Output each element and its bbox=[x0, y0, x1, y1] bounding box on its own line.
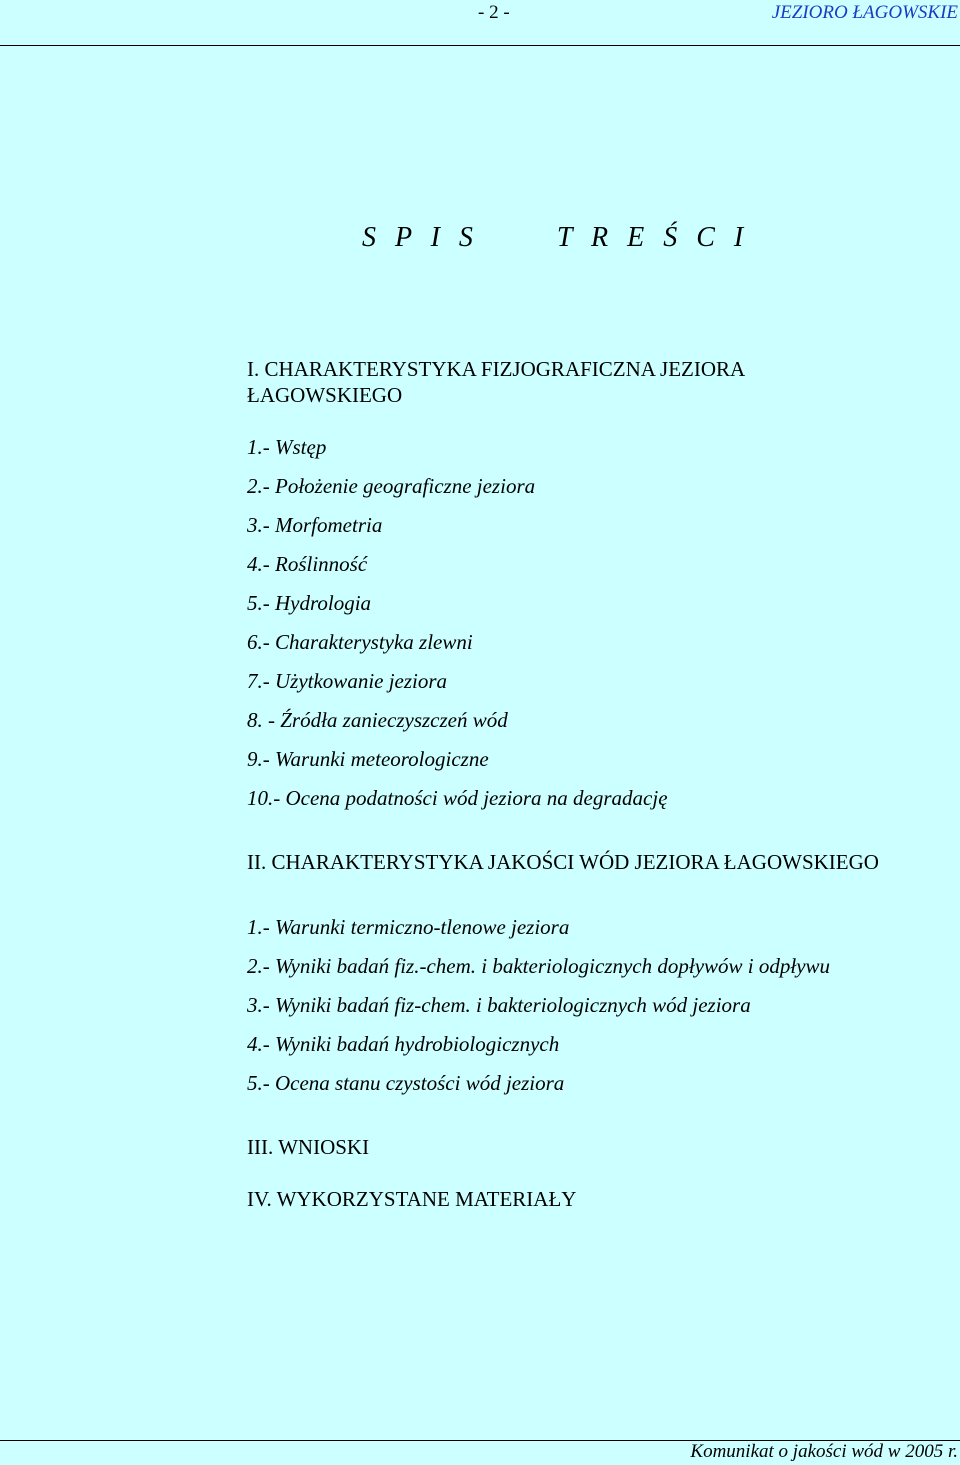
toc-item: 2.- Wyniki badań fiz.-chem. i bakteriologicznych dopływów i odpływu bbox=[247, 954, 831, 978]
toc-item: 5.- Hydrologia bbox=[247, 591, 372, 615]
toc-item: 1.- Wstęp bbox=[247, 435, 327, 459]
toc-item: 7.- Użytkowanie jeziora bbox=[247, 669, 448, 693]
toc-item: 3.- Morfometria bbox=[247, 513, 383, 537]
page-number: - 2 - bbox=[478, 2, 510, 23]
footer-text: Komunikat o jakości wód w 2005 r. bbox=[690, 1441, 958, 1462]
toc-item: 10.- Ocena podatności wód jeziora na degradację bbox=[247, 786, 668, 810]
header-title: JEZIORO ŁAGOWSKIE bbox=[771, 2, 958, 23]
section-2-heading: II. CHARAKTERYSTYKA JAKOŚCI WÓD JEZIORA ŁAGOWSKIEGO bbox=[247, 850, 879, 874]
toc-item: 5.- Ocena stanu czystości wód jeziora bbox=[247, 1071, 565, 1095]
toc-item: 6.- Charakterystyka zlewni bbox=[247, 630, 473, 654]
section-3-heading: III. WNIOSKI bbox=[247, 1135, 370, 1159]
toc-item: 4.- Roślinność bbox=[247, 552, 368, 576]
section-4-heading: IV. WYKORZYSTANE MATERIAŁY bbox=[247, 1187, 577, 1211]
toc-item: 4.- Wyniki badań hydrobiologicznych bbox=[247, 1032, 560, 1056]
toc-title: S P I S T R E Ś C I bbox=[362, 222, 750, 253]
section-1-heading-line-2: ŁAGOWSKIEGO bbox=[247, 383, 403, 407]
toc-item: 8. - Źródła zanieczyszczeń wód bbox=[247, 708, 508, 732]
header-rule bbox=[0, 45, 960, 46]
section-1-heading-line-1: I. CHARAKTERYSTYKA FIZJOGRAFICZNA JEZIORA bbox=[247, 357, 746, 381]
toc-item: 1.- Warunki termiczno-tlenowe jeziora bbox=[247, 915, 570, 939]
toc-item: 9.- Warunki meteorologiczne bbox=[247, 747, 489, 771]
toc-item: 3.- Wyniki badań fiz-chem. i bakteriologicznych wód jeziora bbox=[247, 993, 751, 1017]
toc-item: 2.- Położenie geograficzne jeziora bbox=[247, 474, 536, 498]
